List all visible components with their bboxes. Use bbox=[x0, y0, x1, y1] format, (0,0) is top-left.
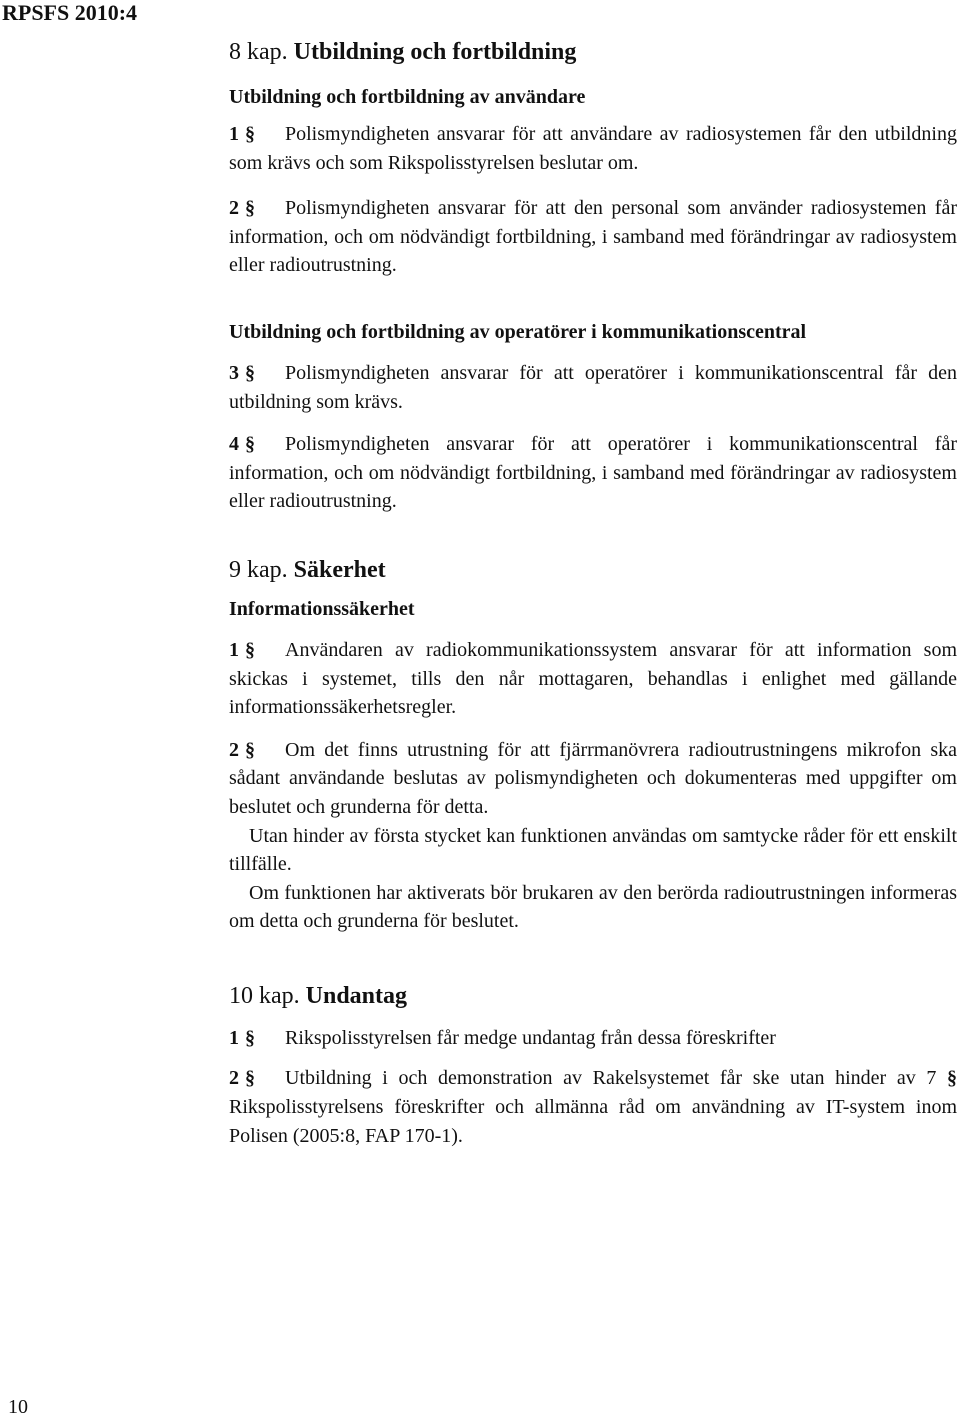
paragraph-9-2-third: Om funktionen har aktiverats bör brukaren av den berörda radioutrustningen informeras om detta och grunderna för beslutet. bbox=[229, 881, 957, 933]
paragraph-text: Polismyndigheten ansvarar för att operatörer i kommunikationscentral får den utbildning som krävs. bbox=[229, 361, 957, 413]
paragraph-text: Användaren av radiokommunikationssystem ansvarar för att information som skickas i systemet, tills den når mottagaren, behandlas i enlighet med gällande informationssäkerhetsregler. bbox=[229, 638, 957, 719]
chapter-9-title bbox=[229, 550, 957, 590]
paragraph-9-1 bbox=[229, 636, 957, 722]
document-body bbox=[229, 32, 957, 1150]
section-sign: § bbox=[245, 638, 255, 661]
section-sign: § bbox=[947, 1067, 957, 1090]
paragraph-10-2 bbox=[229, 1064, 957, 1150]
chapter-name: Utbildning och fortbildning bbox=[293, 39, 577, 65]
paragraph-number: 2 bbox=[229, 197, 239, 220]
paragraph-number: 1 bbox=[229, 638, 239, 661]
section-heading-operators: Utbildning och fortbildning av operatörer i kommunikationscentral bbox=[229, 320, 807, 343]
section-sign: § bbox=[245, 197, 255, 220]
section-sign: § bbox=[245, 123, 255, 145]
chapter-number: 8 kap. bbox=[229, 39, 288, 65]
paragraph-number: 1 bbox=[229, 1026, 239, 1049]
chapter-8-title bbox=[229, 32, 957, 72]
paragraph-9-2 bbox=[229, 736, 957, 822]
paragraph-text: Polismyndigheten ansvarar för att operatörer i kommunikationscentral får information, och om nödvändigt fortbildning, i samband med förändringar av radiosystem eller radioutrustning. bbox=[229, 433, 957, 513]
chapter-number: 9 kap. bbox=[229, 556, 288, 583]
paragraph-8-1 bbox=[229, 120, 957, 177]
paragraph-text: Polismyndigheten ansvarar för att den personal som använder radiosystemen får information, och om nödvändigt fortbildning, i samband med förändringar av radiosystem eller radioutrustning. bbox=[229, 197, 957, 277]
document-id: RPSFS 2010:4 bbox=[2, 0, 138, 25]
paragraph-8-2 bbox=[229, 194, 957, 280]
paragraph-text: Om det finns utrustning för att fjärrmanövrera radioutrustningens mikrofon ska sådant användande beslutas av polismyndigheten och dokumenteras med uppgifter om beslutet och grunderna för detta. bbox=[229, 738, 957, 818]
section-sign: § bbox=[245, 1067, 255, 1090]
chapter-10-title bbox=[229, 976, 957, 1016]
paragraph-8-4 bbox=[229, 430, 957, 516]
section-sign: § bbox=[245, 361, 255, 384]
chapter-name: Undantag bbox=[305, 982, 408, 1009]
paragraph-8-3 bbox=[229, 359, 957, 416]
paragraph-number: 3 bbox=[229, 361, 239, 384]
section-sign: § bbox=[245, 1026, 255, 1049]
chapter-number: 10 kap. bbox=[229, 982, 300, 1009]
section-sign: § bbox=[245, 433, 255, 456]
paragraph-10-1 bbox=[229, 1024, 957, 1053]
paragraph-number: 1 bbox=[229, 123, 239, 145]
section-heading-users: Utbildning och fortbildning av användare bbox=[229, 86, 586, 108]
page-number: 10 bbox=[8, 1396, 28, 1418]
paragraph-number: 4 bbox=[229, 433, 239, 456]
section-heading-infosec: Informationssäkerhet bbox=[229, 597, 415, 620]
paragraph-text: Rikspolisstyrelsen får medge undantag från dessa föreskrifter bbox=[285, 1026, 776, 1049]
paragraph-text-continued: Rikspolisstyrelsens föreskrifter och allmänna råd om användning av IT-system inom Polisen (2005:8, FAP 170-1). bbox=[229, 1096, 957, 1147]
paragraph-number: 2 bbox=[229, 738, 239, 761]
paragraph-number: 2 bbox=[229, 1067, 239, 1090]
paragraph-9-2-second: Utan hinder av första stycket kan funktionen användas om samtycke råder för ett enskilt tillfälle. bbox=[229, 824, 957, 876]
paragraph-text: Utbildning i och demonstration av Rakelsystemet får ske utan hinder av 7 bbox=[285, 1067, 937, 1090]
section-sign: § bbox=[245, 738, 255, 761]
chapter-name: Säkerhet bbox=[293, 556, 386, 583]
paragraph-text: Polismyndigheten ansvarar för att användare av radiosystemen får den utbildning som krävs och som Rikspolisstyrelsen beslutar om. bbox=[229, 123, 957, 174]
